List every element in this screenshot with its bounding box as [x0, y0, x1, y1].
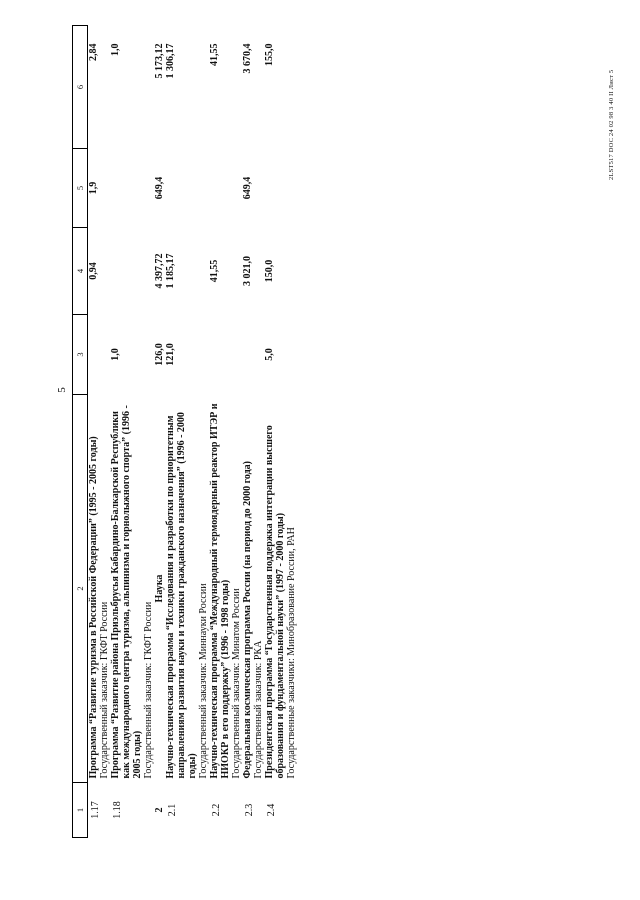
row-col5 — [165, 149, 209, 228]
program-customer: Государственный заказчик: ГКФТ России — [99, 601, 110, 779]
row-col5 — [209, 149, 242, 228]
row-col4: 1 185,17 — [165, 253, 176, 289]
row-col4 — [110, 228, 154, 315]
header-col-5: 5 — [73, 149, 88, 228]
row-col6: 155,0 — [264, 43, 275, 66]
row-col5: 649,4 — [242, 176, 253, 200]
header-col-2: 2 — [73, 395, 88, 783]
row-col3 — [88, 315, 111, 395]
row-col4: 3 021,0 — [242, 256, 253, 286]
row-col3: 126,0 — [154, 343, 165, 366]
table-row — [264, 26, 297, 838]
table-header — [73, 26, 88, 838]
row-description — [264, 395, 297, 783]
table-row — [88, 26, 111, 838]
row-col5: 649,4 — [154, 176, 165, 200]
header-col-3: 3 — [73, 315, 88, 395]
row-col6: 5 173,12 — [154, 43, 165, 79]
programs-table — [72, 25, 297, 838]
program-customer: Государственные заказчики: Минобразование России, РАН — [286, 527, 297, 779]
header-col-6: 6 — [73, 26, 88, 149]
program-title: Научно-техническая программа “Исследования и разработки по приоритетным направлениям развития науки и техники гражданского назначения” (1996 - 2000 годы) — [165, 412, 198, 779]
row-col3 — [242, 315, 264, 395]
program-title: Научно-техническая программа “Международный термоядерный реактор ИТЭР и НИОКР в его поддержку” (1996 - 1998 годы) — [209, 403, 231, 779]
row-code: 2.3 — [244, 803, 255, 817]
header-col-4: 4 — [73, 228, 88, 315]
row-col4: 0,94 — [88, 262, 99, 280]
program-title: Федеральная космическая программа России (на период до 2000 года) — [242, 461, 253, 779]
section-title: Наука — [154, 574, 165, 603]
section-row — [154, 26, 165, 838]
row-col4: 4 397,72 — [154, 253, 165, 289]
row-col6: 2,84 — [88, 43, 99, 61]
section-code: 2 — [154, 807, 165, 813]
row-col3 — [209, 315, 242, 395]
row-col5 — [264, 149, 297, 228]
row-col3: 5,0 — [264, 348, 275, 361]
row-col5: 1,9 — [88, 181, 99, 195]
program-customer: Государственный заказчик: Миннауки России — [198, 583, 209, 779]
row-col6: 3 670,4 — [242, 43, 253, 74]
header-col-1: 1 — [73, 783, 88, 838]
row-description — [88, 395, 111, 783]
table-row — [110, 26, 154, 838]
row-code: 1.18 — [112, 801, 123, 819]
program-customer: Государственный заказчик: Минатом России — [231, 588, 242, 779]
row-col3: 121,0 — [165, 343, 176, 366]
program-title: Президентская программа “Государственная поддержка интеграции высшего образования и фундаментальной науки” (1997 - 2000 годы) — [264, 425, 286, 779]
program-title: Программа “Развитие района Приэльбрусья Кабардино-Балкарской Республики как международного центра туризма, альпинизма и горнолыжного спорта” (1996 - 2005 годы) — [110, 405, 143, 779]
row-description — [209, 395, 242, 783]
page-number: 5 — [56, 387, 68, 393]
program-title: Программа “Развитие туризма в Российской Федерации” (1995 - 2005 годы) — [88, 436, 99, 779]
row-col3: 1,0 — [110, 348, 121, 361]
row-col5 — [110, 149, 154, 228]
program-customer: Государственный заказчик: РКА — [253, 640, 264, 779]
document-footer: 2LST517 DOC 24 02 98 3 40 II Лист 5 — [608, 69, 615, 180]
row-description — [110, 395, 154, 783]
table-row — [209, 26, 242, 838]
row-code: 1.17 — [90, 801, 101, 819]
row-description — [242, 395, 264, 783]
row-code: 2.4 — [266, 803, 277, 817]
row-col6: 41,55 — [209, 43, 220, 66]
row-code: 2.2 — [211, 803, 222, 817]
table-row — [165, 26, 209, 838]
row-col4: 41,55 — [209, 259, 220, 283]
row-col6: 1,0 — [110, 43, 121, 56]
row-description — [165, 395, 209, 783]
row-col4: 150,0 — [264, 259, 275, 283]
table-row — [242, 26, 264, 838]
program-customer: Государственный заказчик: ГКФТ России — [143, 601, 154, 779]
row-col6: 1 306,17 — [165, 43, 176, 79]
row-code: 2.1 — [167, 803, 178, 817]
